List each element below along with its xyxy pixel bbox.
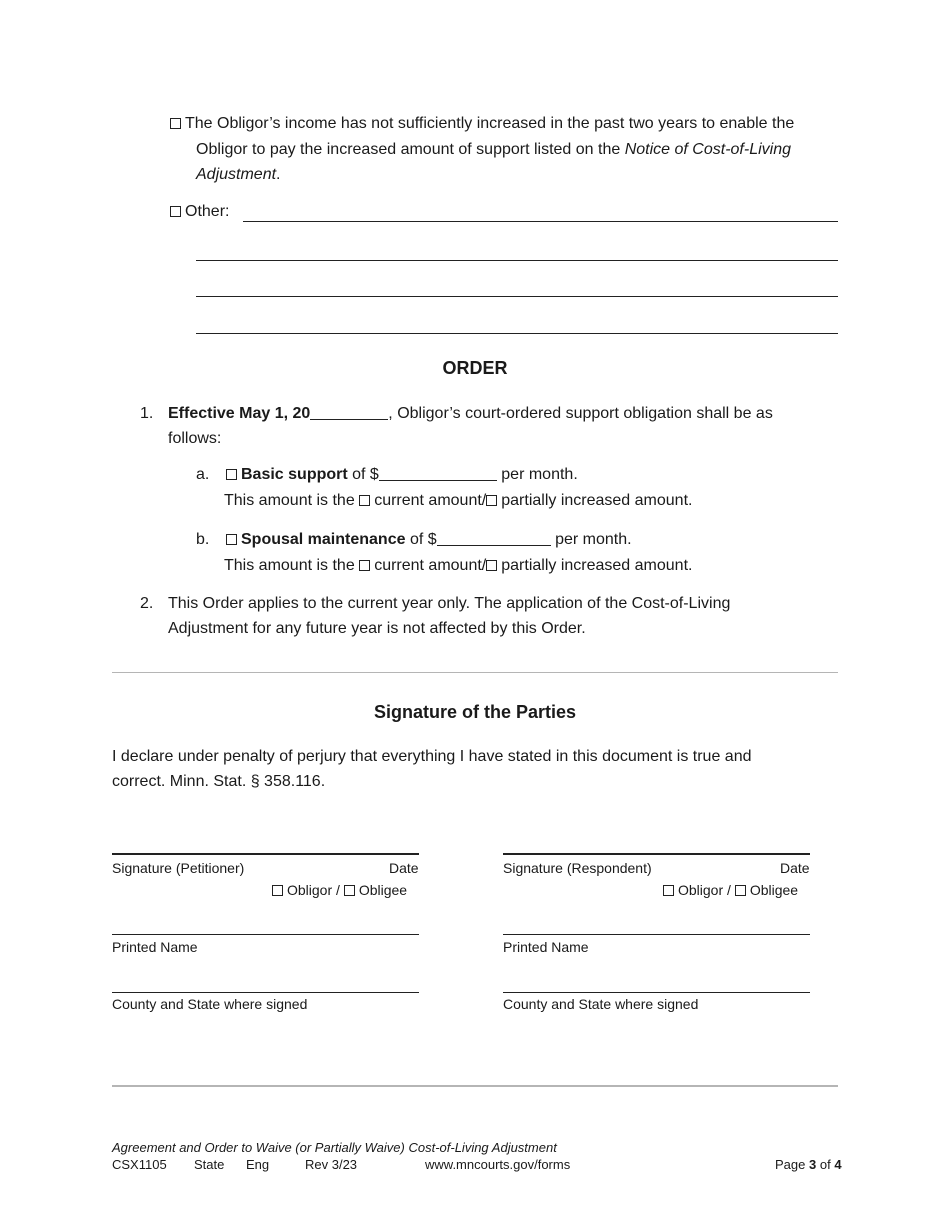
petitioner-printed-name-line[interactable] — [112, 934, 419, 935]
petitioner-obligor-label: Obligor / — [287, 882, 340, 898]
income-reason-text: The Obligor’s income has not sufficiently increased in the past two years to enable the — [185, 115, 795, 132]
spousal-of: of $ — [409, 531, 437, 548]
income-reason-line1 — [170, 115, 794, 133]
basic-support-line — [226, 466, 578, 484]
amount-prefix-b: This amount is the — [224, 557, 355, 574]
current-amount-label: current amount/ — [374, 492, 487, 509]
increased-amount-label: partially increased amount. — [501, 492, 693, 509]
other-line-4[interactable] — [196, 333, 838, 334]
respondent-printed-name-label: Printed Name — [503, 939, 589, 955]
footer-page-number — [775, 1157, 842, 1172]
footer-state: State — [194, 1157, 225, 1172]
petitioner-signature-label: Signature (Petitioner) — [112, 860, 245, 876]
petitioner-date-label: Date — [389, 860, 419, 876]
basic-support-checkbox[interactable] — [226, 469, 237, 480]
notice-title-2: Adjustment — [196, 166, 277, 183]
footer-url[interactable]: www.mncourts.gov/forms — [425, 1157, 571, 1172]
respondent-obligor-label: Obligor / — [678, 882, 731, 898]
footer-form-id: CSX1105 — [112, 1157, 167, 1172]
effective-date-label: Effective May 1, 20 — [168, 405, 311, 422]
order-heading: ORDER — [442, 358, 508, 378]
page-total: 4 — [834, 1157, 842, 1172]
respondent-obligee-checkbox[interactable] — [735, 885, 746, 896]
declaration-line2: correct. Minn. Stat. § 358.116. — [112, 773, 326, 790]
item-b-letter: b. — [196, 531, 210, 548]
spousal-current-checkbox[interactable] — [359, 560, 370, 571]
petitioner-county-line[interactable] — [112, 992, 419, 993]
spousal-amount-blank[interactable] — [437, 531, 551, 546]
respondent-county-label: County and State where signed — [503, 996, 699, 1012]
respondent-printed-name-line[interactable] — [503, 934, 810, 935]
respondent-party-type — [663, 882, 798, 898]
order-item2-line1: This Order applies to the current year only. The application of the Cost-of-Living — [168, 595, 731, 612]
notice-title: Notice of Cost-of-Living — [624, 141, 792, 158]
other-line-1[interactable] — [243, 221, 838, 222]
other-line-2[interactable] — [196, 260, 838, 261]
respondent-signature-line[interactable] — [503, 853, 810, 855]
period: . — [276, 166, 281, 183]
petitioner-party-type — [272, 882, 407, 898]
petitioner-signature-line[interactable] — [112, 853, 419, 855]
respondent-obligor-checkbox[interactable] — [663, 885, 674, 896]
other-reason — [170, 203, 229, 221]
spousal-maintenance-checkbox[interactable] — [226, 534, 237, 545]
petitioner-county-label: County and State where signed — [112, 996, 308, 1012]
order-item2-line2: Adjustment for any future year is not affected by this Order. — [168, 620, 586, 637]
petitioner-obligor-checkbox[interactable] — [272, 885, 283, 896]
current-amount-label-b: current amount/ — [374, 557, 487, 574]
basic-current-checkbox[interactable] — [359, 495, 370, 506]
footer-form-title: Agreement and Order to Waive (or Partially Waive) Cost-of-Living Adjustment — [112, 1140, 557, 1155]
spousal-per-month: per month. — [555, 531, 632, 548]
other-line-3[interactable] — [196, 296, 838, 297]
income-reason-line3 — [196, 166, 281, 184]
respondent-county-line[interactable] — [503, 992, 810, 993]
signature-heading: Signature of the Parties — [373, 702, 577, 722]
page-current: 3 — [809, 1157, 817, 1172]
order-item1-text: , Obligor’s court-ordered support obligation shall be as — [388, 405, 773, 422]
order-item2-number: 2. — [140, 595, 154, 612]
respondent-obligee-label: Obligee — [749, 882, 799, 898]
respondent-date-label: Date — [780, 860, 810, 876]
page-of: of — [819, 1157, 831, 1172]
basic-increased-checkbox[interactable] — [486, 495, 497, 506]
income-reason-line2 — [196, 141, 791, 159]
increased-amount-label-b: partially increased amount. — [501, 557, 693, 574]
petitioner-obligee-checkbox[interactable] — [344, 885, 355, 896]
petitioner-printed-name-label: Printed Name — [112, 939, 198, 955]
other-checkbox[interactable] — [170, 206, 181, 217]
respondent-signature-label: Signature (Respondent) — [503, 860, 652, 876]
footer-revision: Rev 3/23 — [305, 1157, 358, 1172]
basic-support-label: Basic support — [241, 466, 348, 483]
spousal-maintenance-label: Spousal maintenance — [241, 531, 406, 548]
spousal-maintenance-line — [226, 531, 632, 549]
income-reason-checkbox[interactable] — [170, 118, 181, 129]
section-divider — [112, 672, 838, 673]
year-blank[interactable] — [310, 405, 388, 420]
order-item1-line1 — [168, 405, 773, 423]
spousal-increased-checkbox[interactable] — [486, 560, 497, 571]
petitioner-obligee-label: Obligee — [358, 882, 408, 898]
basic-support-amount-blank[interactable] — [379, 466, 497, 481]
item-a-letter: a. — [196, 466, 210, 483]
order-item1-number: 1. — [140, 405, 154, 422]
basic-support-amount-type — [224, 492, 692, 510]
order-item1-line2: follows: — [168, 430, 222, 447]
footer-language: Eng — [246, 1157, 270, 1172]
income-reason-text2: Obligor to pay the increased amount of support listed on the — [196, 141, 621, 158]
other-label: Other: — [185, 203, 230, 220]
spousal-amount-type — [224, 557, 692, 575]
basic-support-of: of $ — [352, 466, 379, 483]
declaration-line1: I declare under penalty of perjury that everything I have stated in this document is true and — [112, 748, 752, 765]
basic-support-per-month: per month. — [501, 466, 578, 483]
amount-prefix: This amount is the — [224, 492, 355, 509]
footer-divider — [112, 1085, 838, 1087]
page-prefix: Page — [775, 1157, 806, 1172]
